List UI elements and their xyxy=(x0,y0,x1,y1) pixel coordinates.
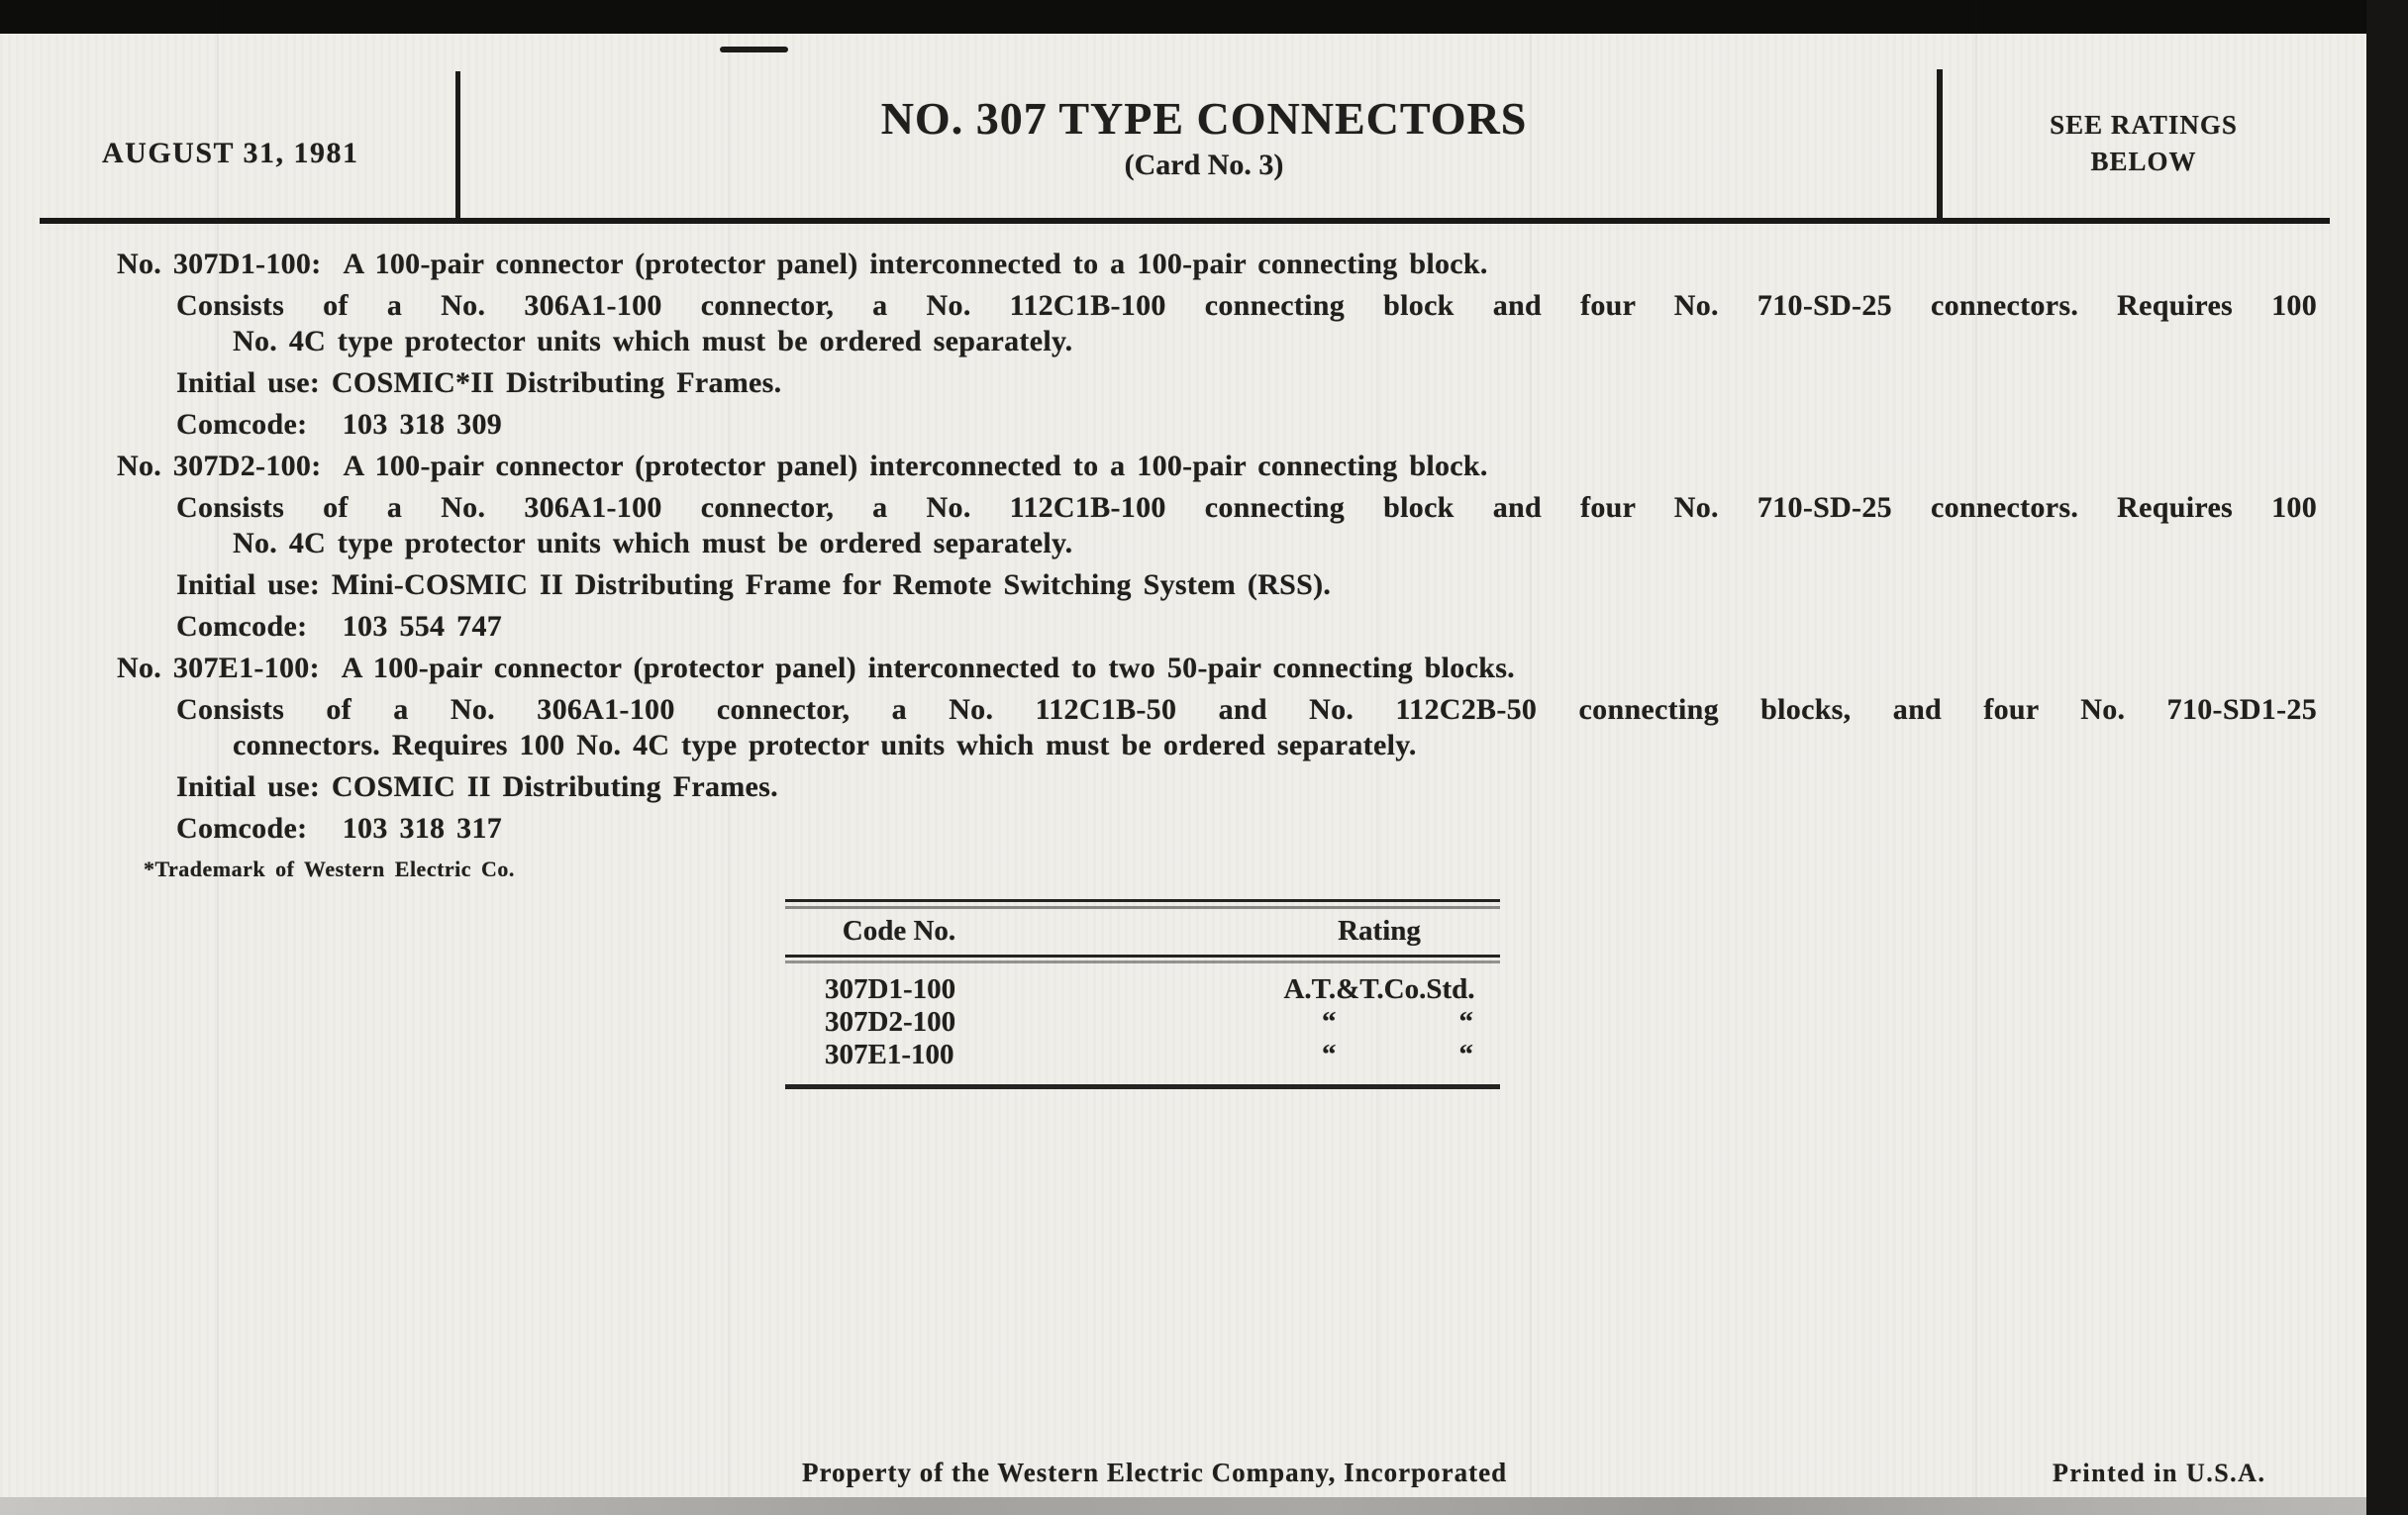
table-top-rule xyxy=(785,899,1500,902)
scan-bottom-edge-band xyxy=(0,1497,2408,1515)
entry-initial-use: Initial use: Mini-COSMIC II Distributing Frame for Remote Switching System (RSS). xyxy=(176,568,1332,601)
printed-in-usa-notice: Printed in U.S.A. xyxy=(2053,1459,2266,1487)
entries-section xyxy=(117,244,2317,887)
scan-top-edge-band xyxy=(0,0,2408,34)
property-notice: Property of the Western Electric Company, Incorporated xyxy=(802,1458,1508,1487)
entry-307e1-100 xyxy=(117,648,2317,850)
entry-initial-use: Initial use: COSMIC II Distributing Frames. xyxy=(176,770,778,803)
entry-heading: No. 307D2-100: A 100-pair connector (protector panel) interconnected to a 100-pair connecting block. xyxy=(117,450,1488,482)
registration-dash-mark xyxy=(720,47,788,52)
table-cell-rating-ditto xyxy=(1251,1006,1508,1039)
ratings-table xyxy=(785,899,1500,1093)
entry-heading: No. 307E1-100: A 100-pair connector (protector panel) interconnected to two 50-pair connecting blocks. xyxy=(117,652,1515,684)
entry-307d1-100 xyxy=(117,244,2317,446)
ditto-mark: “ xyxy=(1322,1006,1337,1038)
entry-comcode: Comcode: 103 318 309 xyxy=(176,408,503,441)
ratings-reference-note xyxy=(2010,107,2277,180)
entry-consists-line1: Consists of a No. 306A1-100 connector, a No. 112C1B-50 and No. 112C2B-50 connecting blocks, and four No. 710-SD1-25 xyxy=(176,693,2317,726)
table-rating-column xyxy=(1251,973,1508,1071)
header-divider-left xyxy=(455,71,460,222)
ditto-mark: “ xyxy=(1458,1039,1473,1070)
header-horizontal-rule xyxy=(40,218,2330,224)
table-bottom-rule xyxy=(785,1084,1500,1089)
entry-307d2-100 xyxy=(117,446,2317,648)
table-cell-rating: A.T.&T.Co.Std. xyxy=(1283,973,1475,1005)
entry-consists-line1: Consists of a No. 306A1-100 connector, a No. 112C1B-100 connecting block and four No. 710-SD-25 connectors. Requires 100 xyxy=(176,491,2317,524)
entry-consists-line2: connectors. Requires 100 No. 4C type protector units which must be ordered separately. xyxy=(233,729,1417,761)
ditto-mark: “ xyxy=(1322,1039,1337,1070)
entry-consists-line2: No. 4C type protector units which must be ordered separately. xyxy=(233,527,1073,559)
page-title: NO. 307 TYPE CONNECTORS xyxy=(880,93,1528,144)
ratings-note-line1: SEE RATINGS xyxy=(2050,110,2238,140)
entry-heading: No. 307D1-100: A 100-pair connector (protector panel) interconnected to a 100-pair connecting block. xyxy=(117,248,1488,280)
table-cell-code: 307E1-100 xyxy=(825,1039,954,1070)
entry-consists-line2: No. 4C type protector units which must be ordered separately. xyxy=(233,325,1073,357)
table-code-column xyxy=(825,973,955,1071)
table-header-code-no: Code No. xyxy=(842,915,956,947)
table-header-rule xyxy=(785,955,1500,958)
table-cell-rating-ditto xyxy=(1251,1039,1508,1071)
entry-comcode: Comcode: 103 318 317 xyxy=(176,812,503,845)
entry-comcode: Comcode: 103 554 747 xyxy=(176,610,503,643)
ditto-mark: “ xyxy=(1458,1006,1473,1038)
issue-date: AUGUST 31, 1981 xyxy=(102,137,359,169)
ratings-note-line2: BELOW xyxy=(2090,147,2197,176)
page-subtitle: (Card No. 3) xyxy=(1124,149,1284,181)
header-divider-right xyxy=(1937,69,1943,222)
table-cell-code: 307D2-100 xyxy=(825,1006,956,1038)
trademark-footnote: *Trademark of Western Electric Co. xyxy=(144,857,515,881)
scan-right-edge-band xyxy=(2366,0,2408,1515)
table-header-rating: Rating xyxy=(1338,915,1421,947)
title-block xyxy=(788,93,1620,184)
entry-consists-line1: Consists of a No. 306A1-100 connector, a No. 112C1B-100 connecting block and four No. 710-SD-25 connectors. Requires 100 xyxy=(176,289,2317,322)
entry-initial-use: Initial use: COSMIC*II Distributing Frames. xyxy=(176,366,782,399)
table-cell-code: 307D1-100 xyxy=(825,973,956,1005)
